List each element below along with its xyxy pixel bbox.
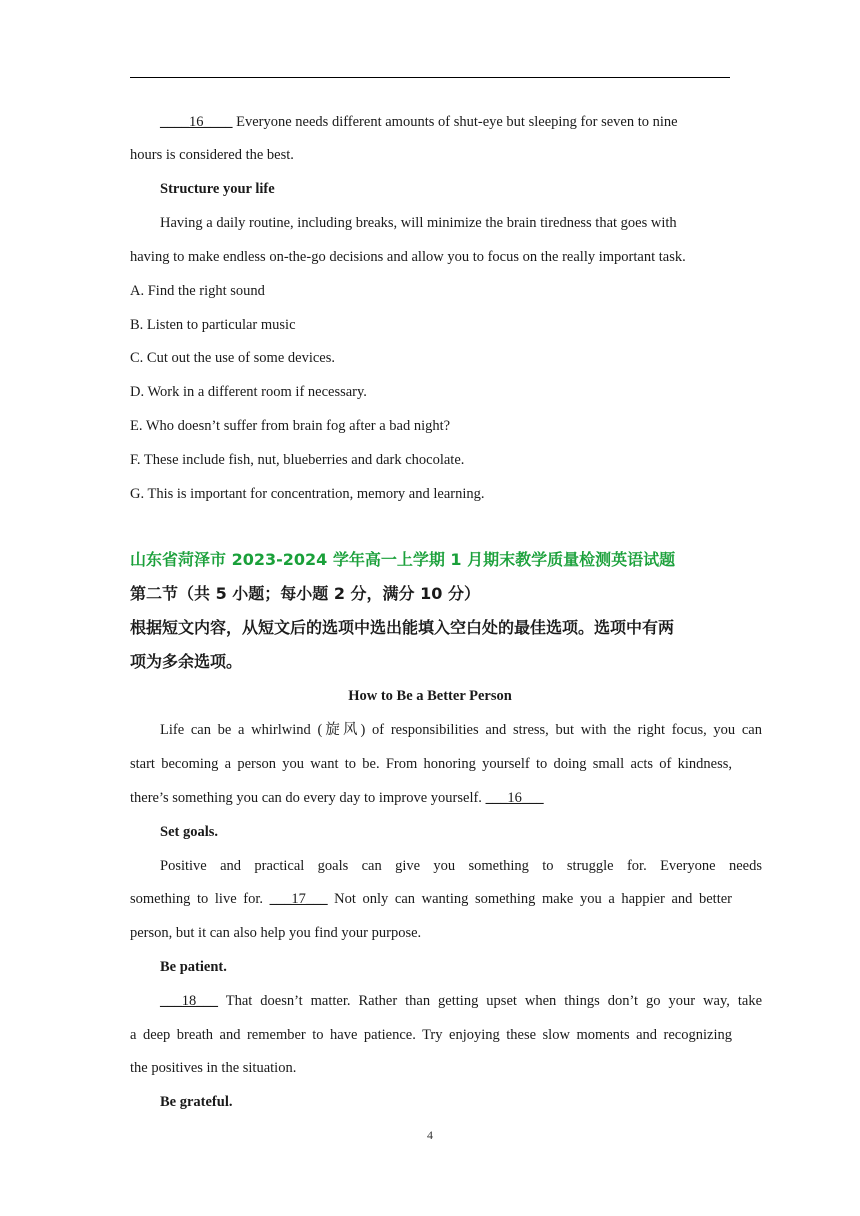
option-f: F. These include fish, nut, blueberries and dark chocolate. <box>130 452 465 468</box>
para1-line3 <box>130 788 732 808</box>
source-title: 山东省菏泽市 2023-2024 学年高一上学期 1 月期末教学质量检测英语试题 <box>130 550 676 569</box>
answer-blank-17[interactable]: ___17___ <box>269 891 328 907</box>
para1-line2: start becoming a person you want to be. From honoring yourself to doing small acts of kindness, <box>130 756 732 772</box>
passage-title: How to Be a Better Person <box>348 688 512 704</box>
page-number: 4 <box>427 1128 433 1142</box>
instruction-line2: 项为多余选项。 <box>130 652 243 671</box>
para2-line1: Positive and practical goals can give you something to struggle for. Everyone needs <box>160 858 762 874</box>
para3-line2: a deep breath and remember to have patience. Try enjoying these slow moments and recognizing <box>130 1027 732 1043</box>
answer-blank-16b[interactable]: ___16___ <box>485 790 544 806</box>
option-c: C. Cut out the use of some devices. <box>130 350 335 366</box>
para2-line2-start: something to live for. <box>130 891 270 907</box>
structure-para-line2: having to make endless on-the-go decisions and allow you to focus on the really important task. <box>130 249 686 265</box>
option-b: B. Listen to particular music <box>130 317 296 333</box>
heading-be-patient: Be patient. <box>160 959 227 975</box>
instruction-line1: 根据短文内容，从短文后的选项中选出能填入空白处的最佳选项。选项中有两 <box>130 618 675 637</box>
answer-blank-18[interactable]: ___18___ <box>160 993 218 1009</box>
part-title: 第二节（共 5 小题；每小题 2 分，满分 10 分） <box>130 584 480 603</box>
heading-be-grateful: Be grateful. <box>160 1094 233 1110</box>
option-a: A. Find the right sound <box>130 283 265 299</box>
option-d: D. Work in a different room if necessary. <box>130 384 367 400</box>
answer-blank-16[interactable]: ____16____ <box>160 114 233 130</box>
option-e: E. Who doesn’t suffer from brain fog after a bad night? <box>130 418 451 434</box>
option-g: G. This is important for concentration, memory and learning. <box>130 486 485 502</box>
para2-line3: person, but it can also help you find your purpose. <box>130 925 422 941</box>
header-rule <box>130 77 730 78</box>
para1-line3-text: there’s something you can do every day to improve yourself. <box>130 790 486 806</box>
structure-para-line1: Having a daily routine, including breaks, will minimize the brain tiredness that goes with <box>160 215 677 231</box>
q16-text: Everyone needs different amounts of shut-eye but sleeping for seven to nine <box>232 114 678 130</box>
heading-set-goals: Set goals. <box>160 824 218 840</box>
q16-continuation: hours is considered the best. <box>130 147 294 163</box>
q16-line <box>130 112 762 132</box>
para3-line1 <box>130 991 762 1011</box>
para1-line1: Life can be a whirlwind (旋风) of responsibilities and stress, but with the right focus, you can <box>160 722 762 738</box>
para2-line2-end: Not only can wanting something make you a happier and better <box>327 891 732 907</box>
para3-line1-text: That doesn’t matter. Rather than getting upset when things don’t go your way, take <box>218 993 762 1009</box>
para2-line2 <box>130 889 732 909</box>
heading-structure: Structure your life <box>160 181 275 197</box>
para3-line3: the positives in the situation. <box>130 1060 297 1076</box>
